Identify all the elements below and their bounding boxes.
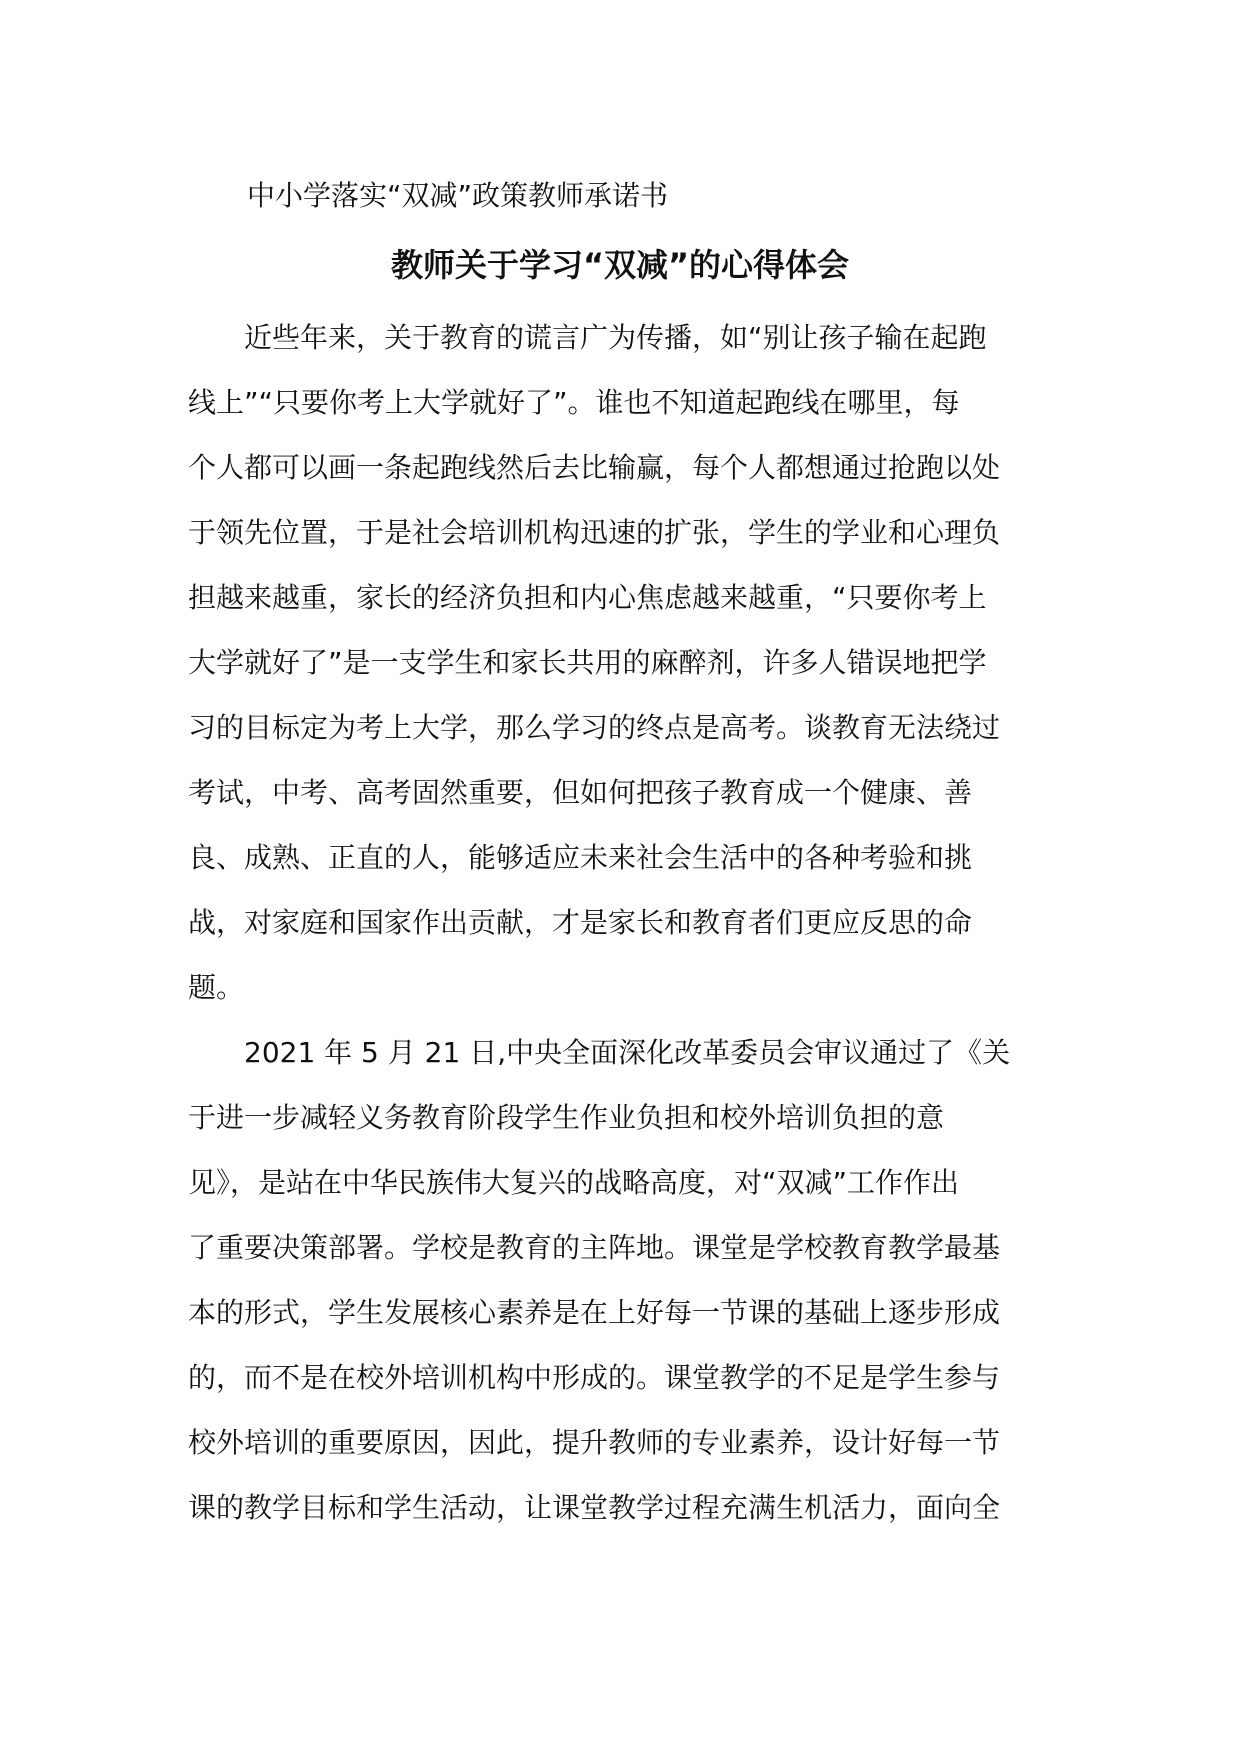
body-line: 战，对家庭和国家作出贡献，才是家长和教育者们更应反思的命	[188, 906, 973, 939]
body-line: 题。	[188, 971, 245, 1004]
body-line: 于进一步减轻义务教育阶段学生作业负担和校外培训负担的意	[188, 1101, 945, 1134]
body-line: 线上”“只要你考上大学就好了”。谁也不知道起跑线在哪里，每	[188, 386, 960, 419]
body-line: 见》，是站在中华民族伟大复兴的战略高度，对“双减”工作作出	[188, 1166, 960, 1199]
body-line: 了重要决策部署。学校是教育的主阵地。课堂是学校教育教学最基	[188, 1231, 1001, 1264]
body-line: 良、成熟、正直的人，能够适应未来社会生活中的各种考验和挑	[188, 841, 973, 874]
body-line: 考试，中考、高考固然重要，但如何把孩子教育成一个健康、善	[188, 776, 973, 809]
body-line: 本的形式，学生发展核心素养是在上好每一节课的基础上逐步形成	[188, 1296, 1001, 1329]
body-line: 近些年来，关于教育的谎言广为传播，如“别让孩子输在起跑	[188, 321, 987, 354]
body-line: 于领先位置，于是社会培训机构迅速的扩张，学生的学业和心理负	[188, 516, 1001, 549]
body-line: 的，而不是在校外培训机构中形成的。课堂教学的不足是学生参与	[188, 1361, 1001, 1394]
document-header-line: 中小学落实“双减”政策教师承诺书	[247, 179, 669, 212]
document-title: 教师关于学习“双减”的心得体会	[390, 246, 850, 284]
body-line: 课的教学目标和学生活动，让课堂教学过程充满生机活力，面向全	[188, 1491, 1001, 1524]
body-line: 校外培训的重要原因，因此，提升教师的专业素养，设计好每一节	[188, 1426, 1001, 1459]
body-line: 大学就好了”是一支学生和家长共用的麻醉剂，许多人错误地把学	[188, 646, 987, 679]
body-line: 2021 年 5 月 21 日,中央全面深化改革委员会审议通过了《关	[188, 1036, 1011, 1069]
body-line: 担越来越重，家长的经济负担和内心焦虑越来越重，“只要你考上	[188, 581, 987, 614]
body-line: 习的目标定为考上大学，那么学习的终点是高考。谈教育无法绕过	[188, 711, 1001, 744]
body-line: 个人都可以画一条起跑线然后去比输赢，每个人都想通过抢跑以处	[188, 451, 1001, 484]
